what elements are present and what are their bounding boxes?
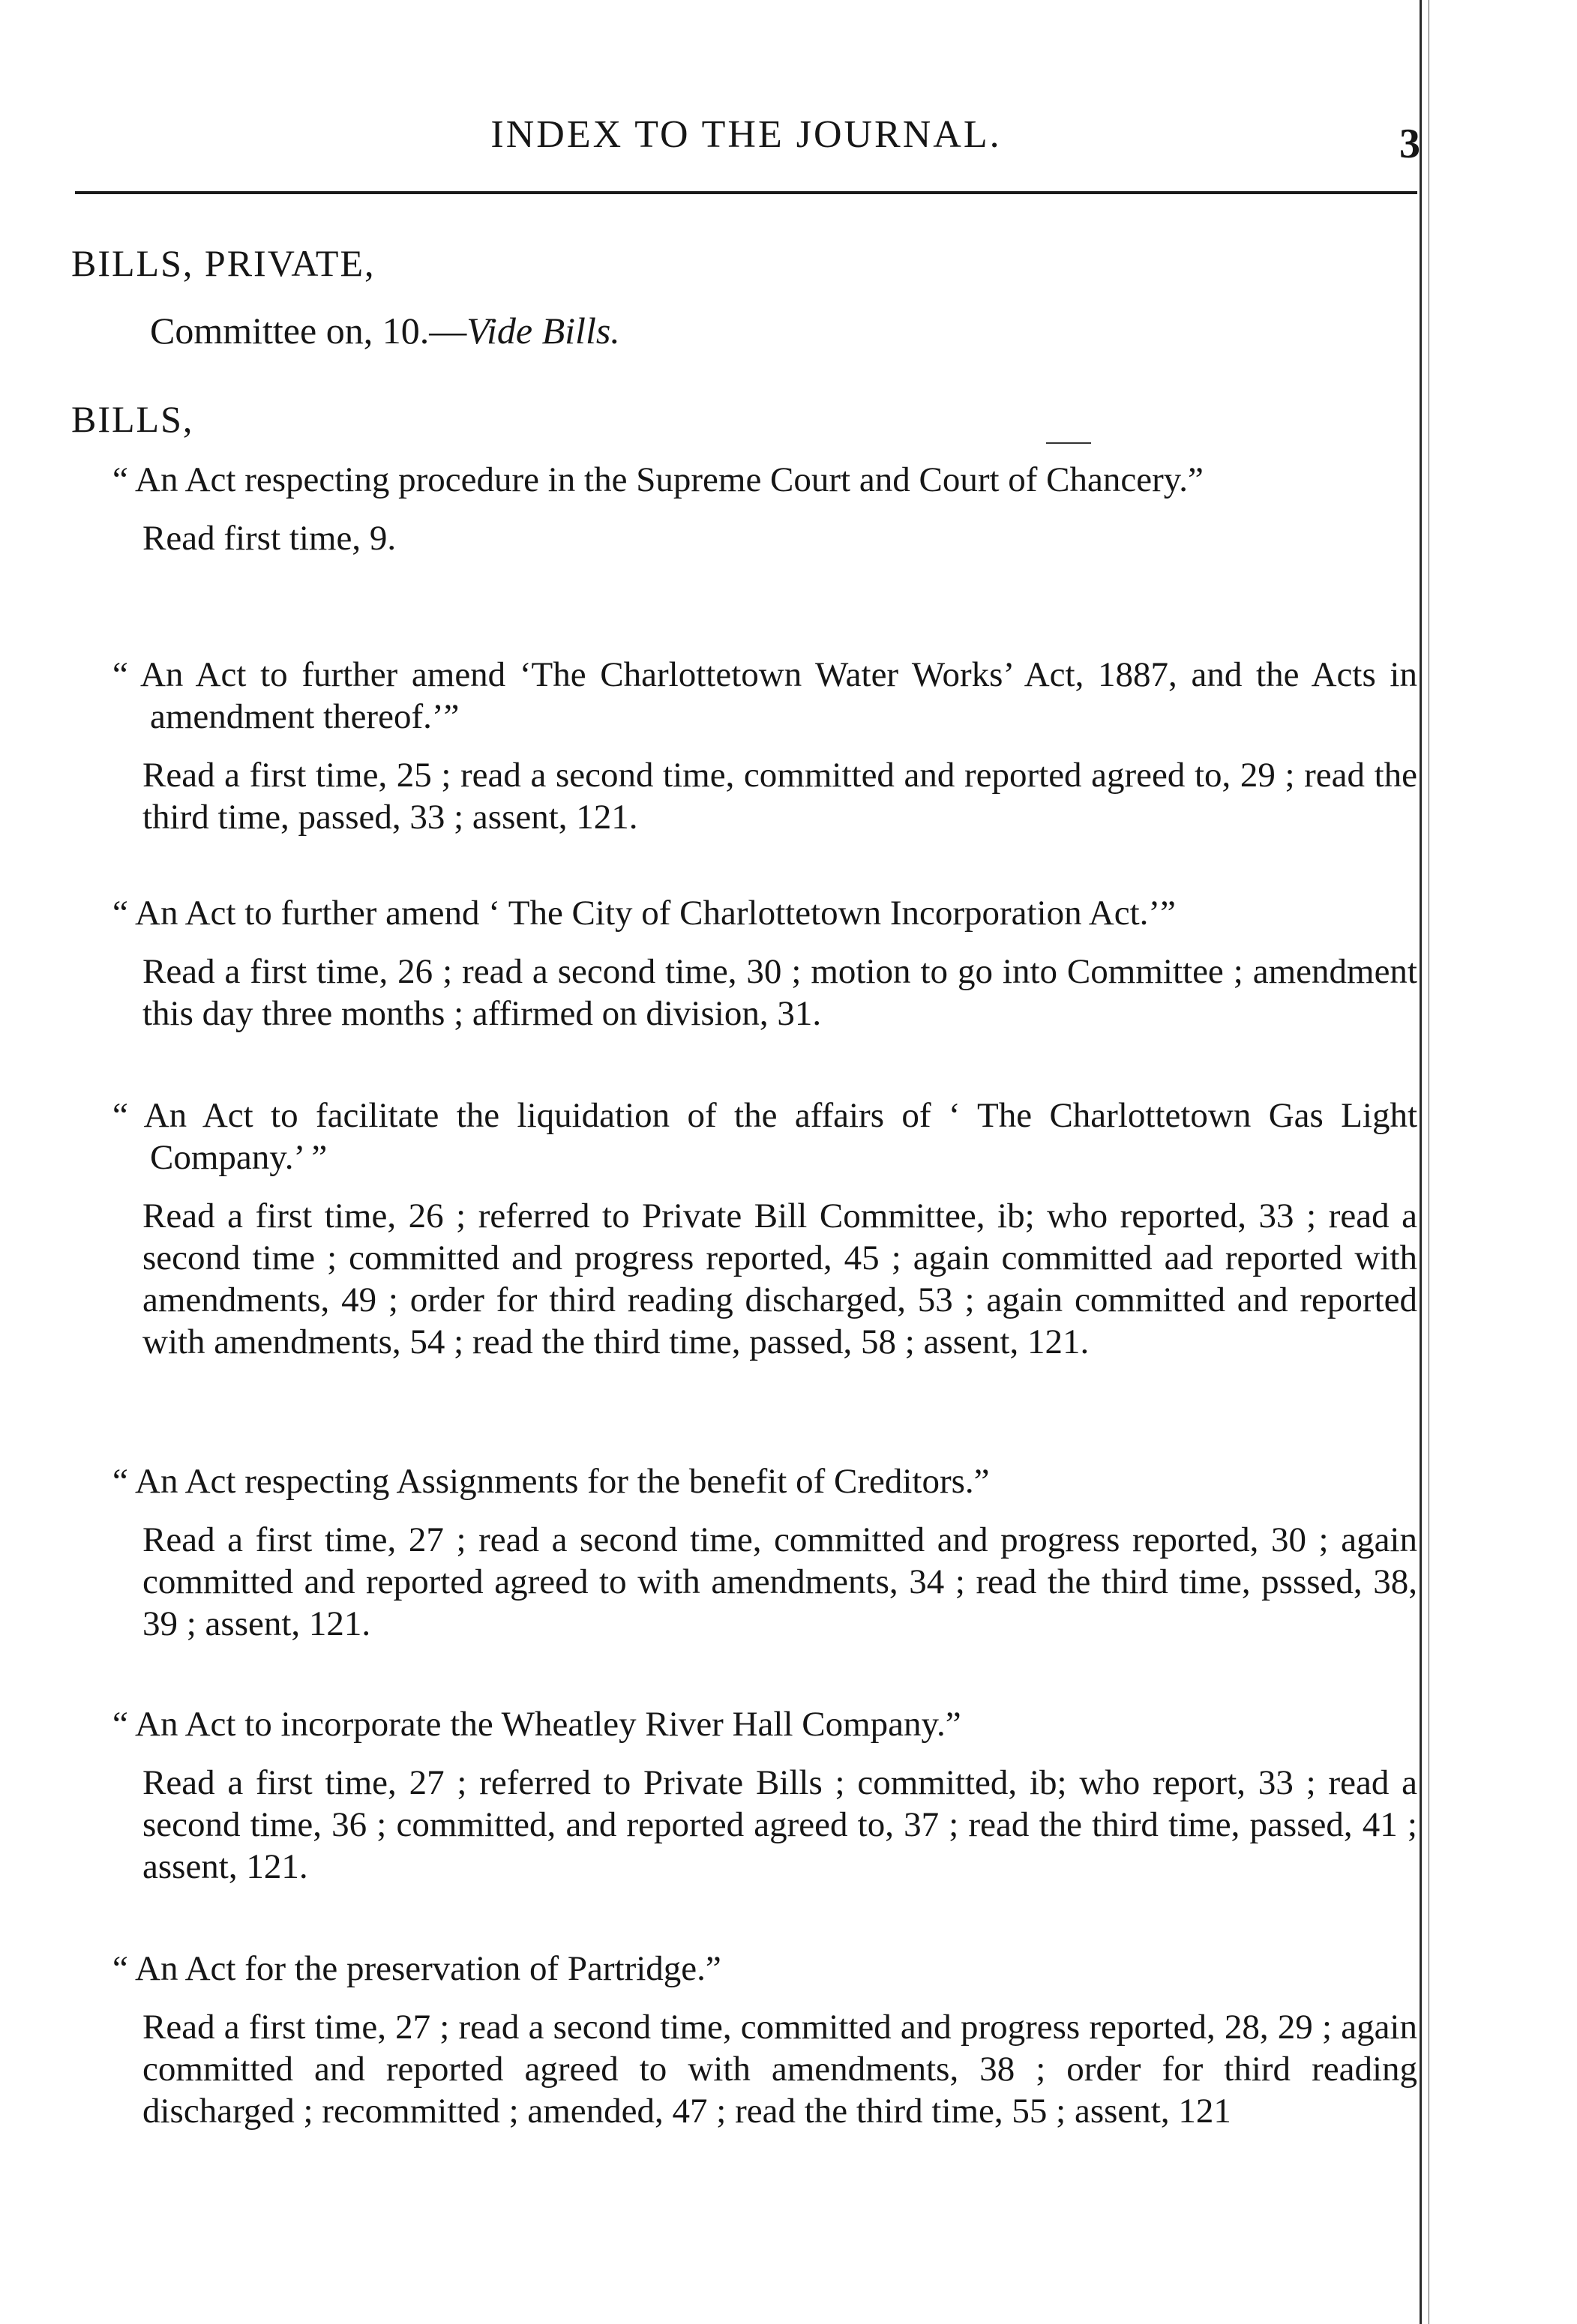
bill-entry	[112, 459, 1417, 559]
bill-proceedings: Read a first time, 25 ; read a second time, committed and reported agreed to, 29 ; read the third time, passed, 33 ; assent, 121.	[142, 756, 1417, 837]
bill-title: “ An Act to further amend ‘The Charlottetown Water Works’ Act, 1887, and the Acts in amendment thereof.’”	[112, 655, 1417, 736]
bill-proceedings: Read a first time, 26 ; referred to Private Bill Committee, ib; who reported, 33 ; read a second time ; committed and progress reported, 45 ; again committed aad reported with amendments, 49 ; order for third reading discharged, 53 ; again committed and reported with amendments, 54 ; read the third time, passed, 58 ; assent, 121.	[142, 1196, 1417, 1361]
bill-entry	[112, 1948, 1417, 2132]
bill-entry	[112, 1703, 1417, 1888]
page-title: INDEX TO THE JOURNAL.	[490, 113, 1002, 156]
bill-entry	[112, 892, 1417, 1035]
page-header	[75, 112, 1420, 172]
section-heading-private-bills: BILLS, PRIVATE,	[71, 242, 376, 284]
bill-title: “ An Act to further amend ‘ The City of Charlottetown Incorporation Act.’”	[112, 894, 1176, 933]
committee-text: Committee on, 10.—	[150, 310, 467, 352]
bill-title: “ An Act respecting Assignments for the benefit of Creditors.”	[112, 1462, 990, 1501]
bill-title: “ An Act to facilitate the liquidation of the affairs of ‘ The Charlottetown Gas Light Company.’ ”	[112, 1096, 1417, 1177]
bill-proceedings: Read a first time, 27 ; read a second time, committed and progress reported, 30 ; again committed and reported agreed to with amendments, 34 ; read the third time, psssed, 38, 39 ; assent, 121.	[142, 1520, 1417, 1643]
bill-entry	[112, 1460, 1417, 1645]
page-number: 3	[1399, 121, 1420, 167]
bill-proceedings: Read a first time, 27 ; read a second time, committed and progress reported, 28, 29 ; again committed and reported agreed to with amendments, 38 ; order for third reading discharged ; recommitted ; amended, 47 ; read the third time, 55 ; assent, 121	[142, 2008, 1417, 2131]
bill-title: “ An Act respecting procedure in the Supreme Court and Court of Chancery.”	[112, 460, 1204, 499]
bill-proceedings: Read a first time, 26 ; read a second time, 30 ; motion to go into Committee ; amendment this day three months ; affirmed on division, 31.	[142, 952, 1417, 1033]
bill-entry	[112, 654, 1417, 838]
header-rule	[75, 191, 1417, 194]
vide-bills-reference: Vide Bills.	[466, 310, 620, 352]
bill-title: “ An Act to incorporate the Wheatley River Hall Company.”	[112, 1705, 961, 1744]
section-heading-bills: BILLS,	[71, 398, 194, 440]
page-edge-line	[1420, 0, 1422, 2324]
bill-proceedings: Read a first time, 27 ; referred to Private Bills ; committed, ib; who report, 33 ; read a second time, 36 ; committed, and reported agreed to, 37 ; read the third time, passed, 41 ; assent, 121.	[142, 1763, 1417, 1886]
bill-proceedings: Read first time, 9.	[142, 519, 397, 558]
section-dash	[1046, 442, 1091, 444]
bill-title: “ An Act for the preservation of Partridge.”	[112, 1949, 721, 1988]
section-subtext-private-bills	[150, 309, 620, 352]
bill-entry	[112, 1095, 1417, 1363]
